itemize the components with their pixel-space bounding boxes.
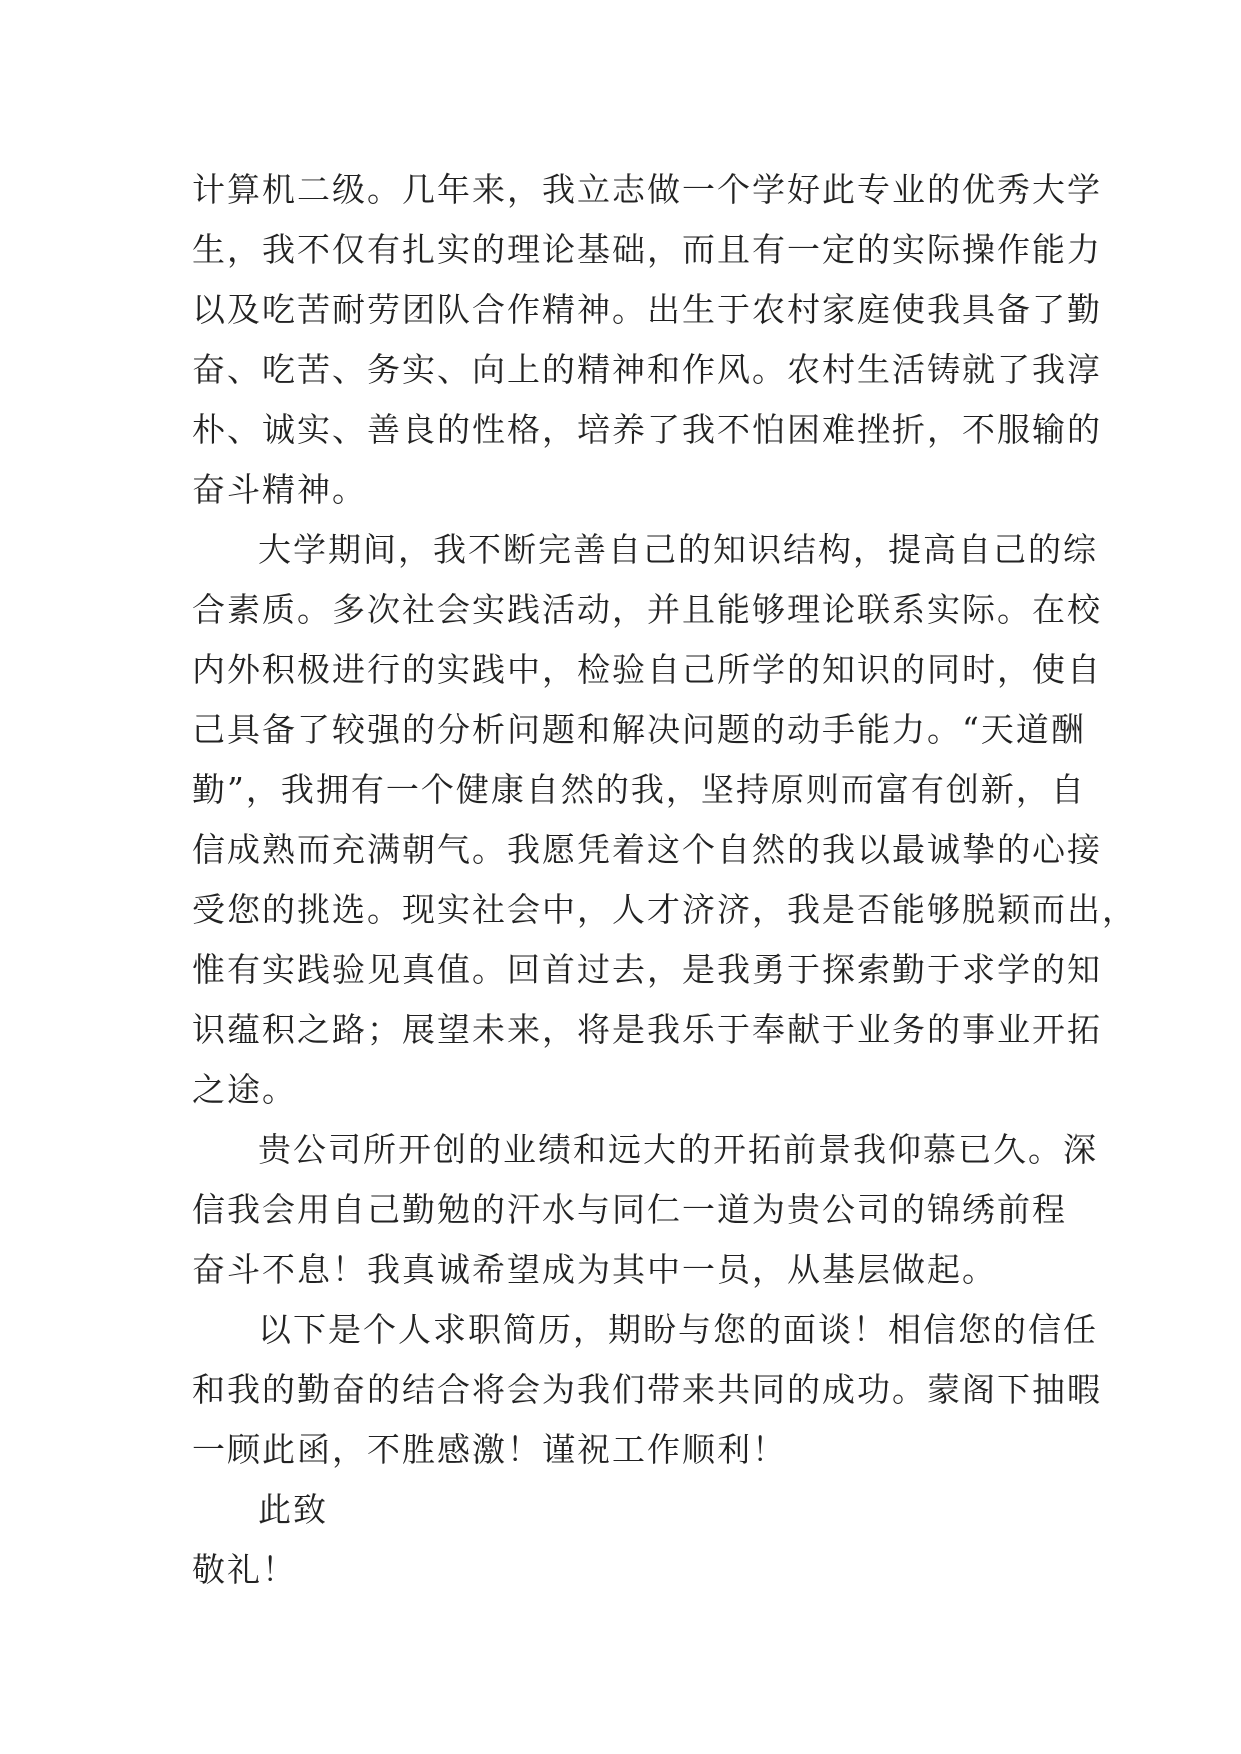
salutation: 敬礼！ [192, 1550, 297, 1589]
text-line: 信我会用自己勤勉的汗水与同仁一道为贵公司的锦绣前程 [192, 1190, 1067, 1229]
text-line: 己具备了较强的分析问题和解决问题的动手能力。“天道酬 [192, 710, 1086, 749]
text-line: 勤”，我拥有一个健康自然的我，坚持原则而富有创新，自 [192, 770, 1086, 809]
text-line: 朴、诚实、善良的性格，培养了我不怕困难挫折，不服输的 [192, 410, 1102, 449]
text-line: 内外积极进行的实践中，检验自己所学的知识的同时，使自 [192, 650, 1102, 689]
text-line: 识蕴积之路；展望未来，将是我乐于奉献于业务的事业开拓 [192, 1010, 1102, 1049]
text-line: 奋斗精神。 [192, 470, 367, 509]
text-line: 计算机二级。几年来，我立志做一个学好此专业的优秀大学 [192, 170, 1102, 209]
text-line: 以及吃苦耐劳团队合作精神。出生于农村家庭使我具备了勤 [192, 290, 1102, 329]
closing-phrase: 此致 [258, 1490, 328, 1529]
paragraph-start-line: 大学期间，我不断完善自己的知识结构，提高自己的综 [258, 530, 1098, 569]
text-line: 奋、吃苦、务实、向上的精神和作风。农村生活铸就了我淳 [192, 350, 1102, 389]
text-line: 受您的挑选。现实社会中，人才济济，我是否能够脱颖而出， [192, 890, 1137, 929]
paragraph-start-line: 以下是个人求职简历，期盼与您的面谈！相信您的信任 [258, 1310, 1098, 1349]
text-line: 生，我不仅有扎实的理论基础，而且有一定的实际操作能力 [192, 230, 1102, 269]
letter-body [192, 160, 1137, 1600]
text-line: 合素质。多次社会实践活动，并且能够理论联系实际。在校 [192, 590, 1102, 629]
text-line: 和我的勤奋的结合将会为我们带来共同的成功。蒙阁下抽暇 [192, 1370, 1102, 1409]
text-line: 一顾此函，不胜感激！谨祝工作顺利！ [192, 1430, 787, 1469]
paragraph-start-line: 贵公司所开创的业绩和远大的开拓前景我仰慕已久。深 [258, 1130, 1098, 1169]
text-line: 之途。 [192, 1070, 297, 1109]
text-line: 惟有实践验见真值。回首过去，是我勇于探索勤于求学的知 [192, 950, 1102, 989]
text-line: 信成熟而充满朝气。我愿凭着这个自然的我以最诚挚的心接 [192, 830, 1102, 869]
text-line: 奋斗不息！我真诚希望成为其中一员，从基层做起。 [192, 1250, 997, 1289]
